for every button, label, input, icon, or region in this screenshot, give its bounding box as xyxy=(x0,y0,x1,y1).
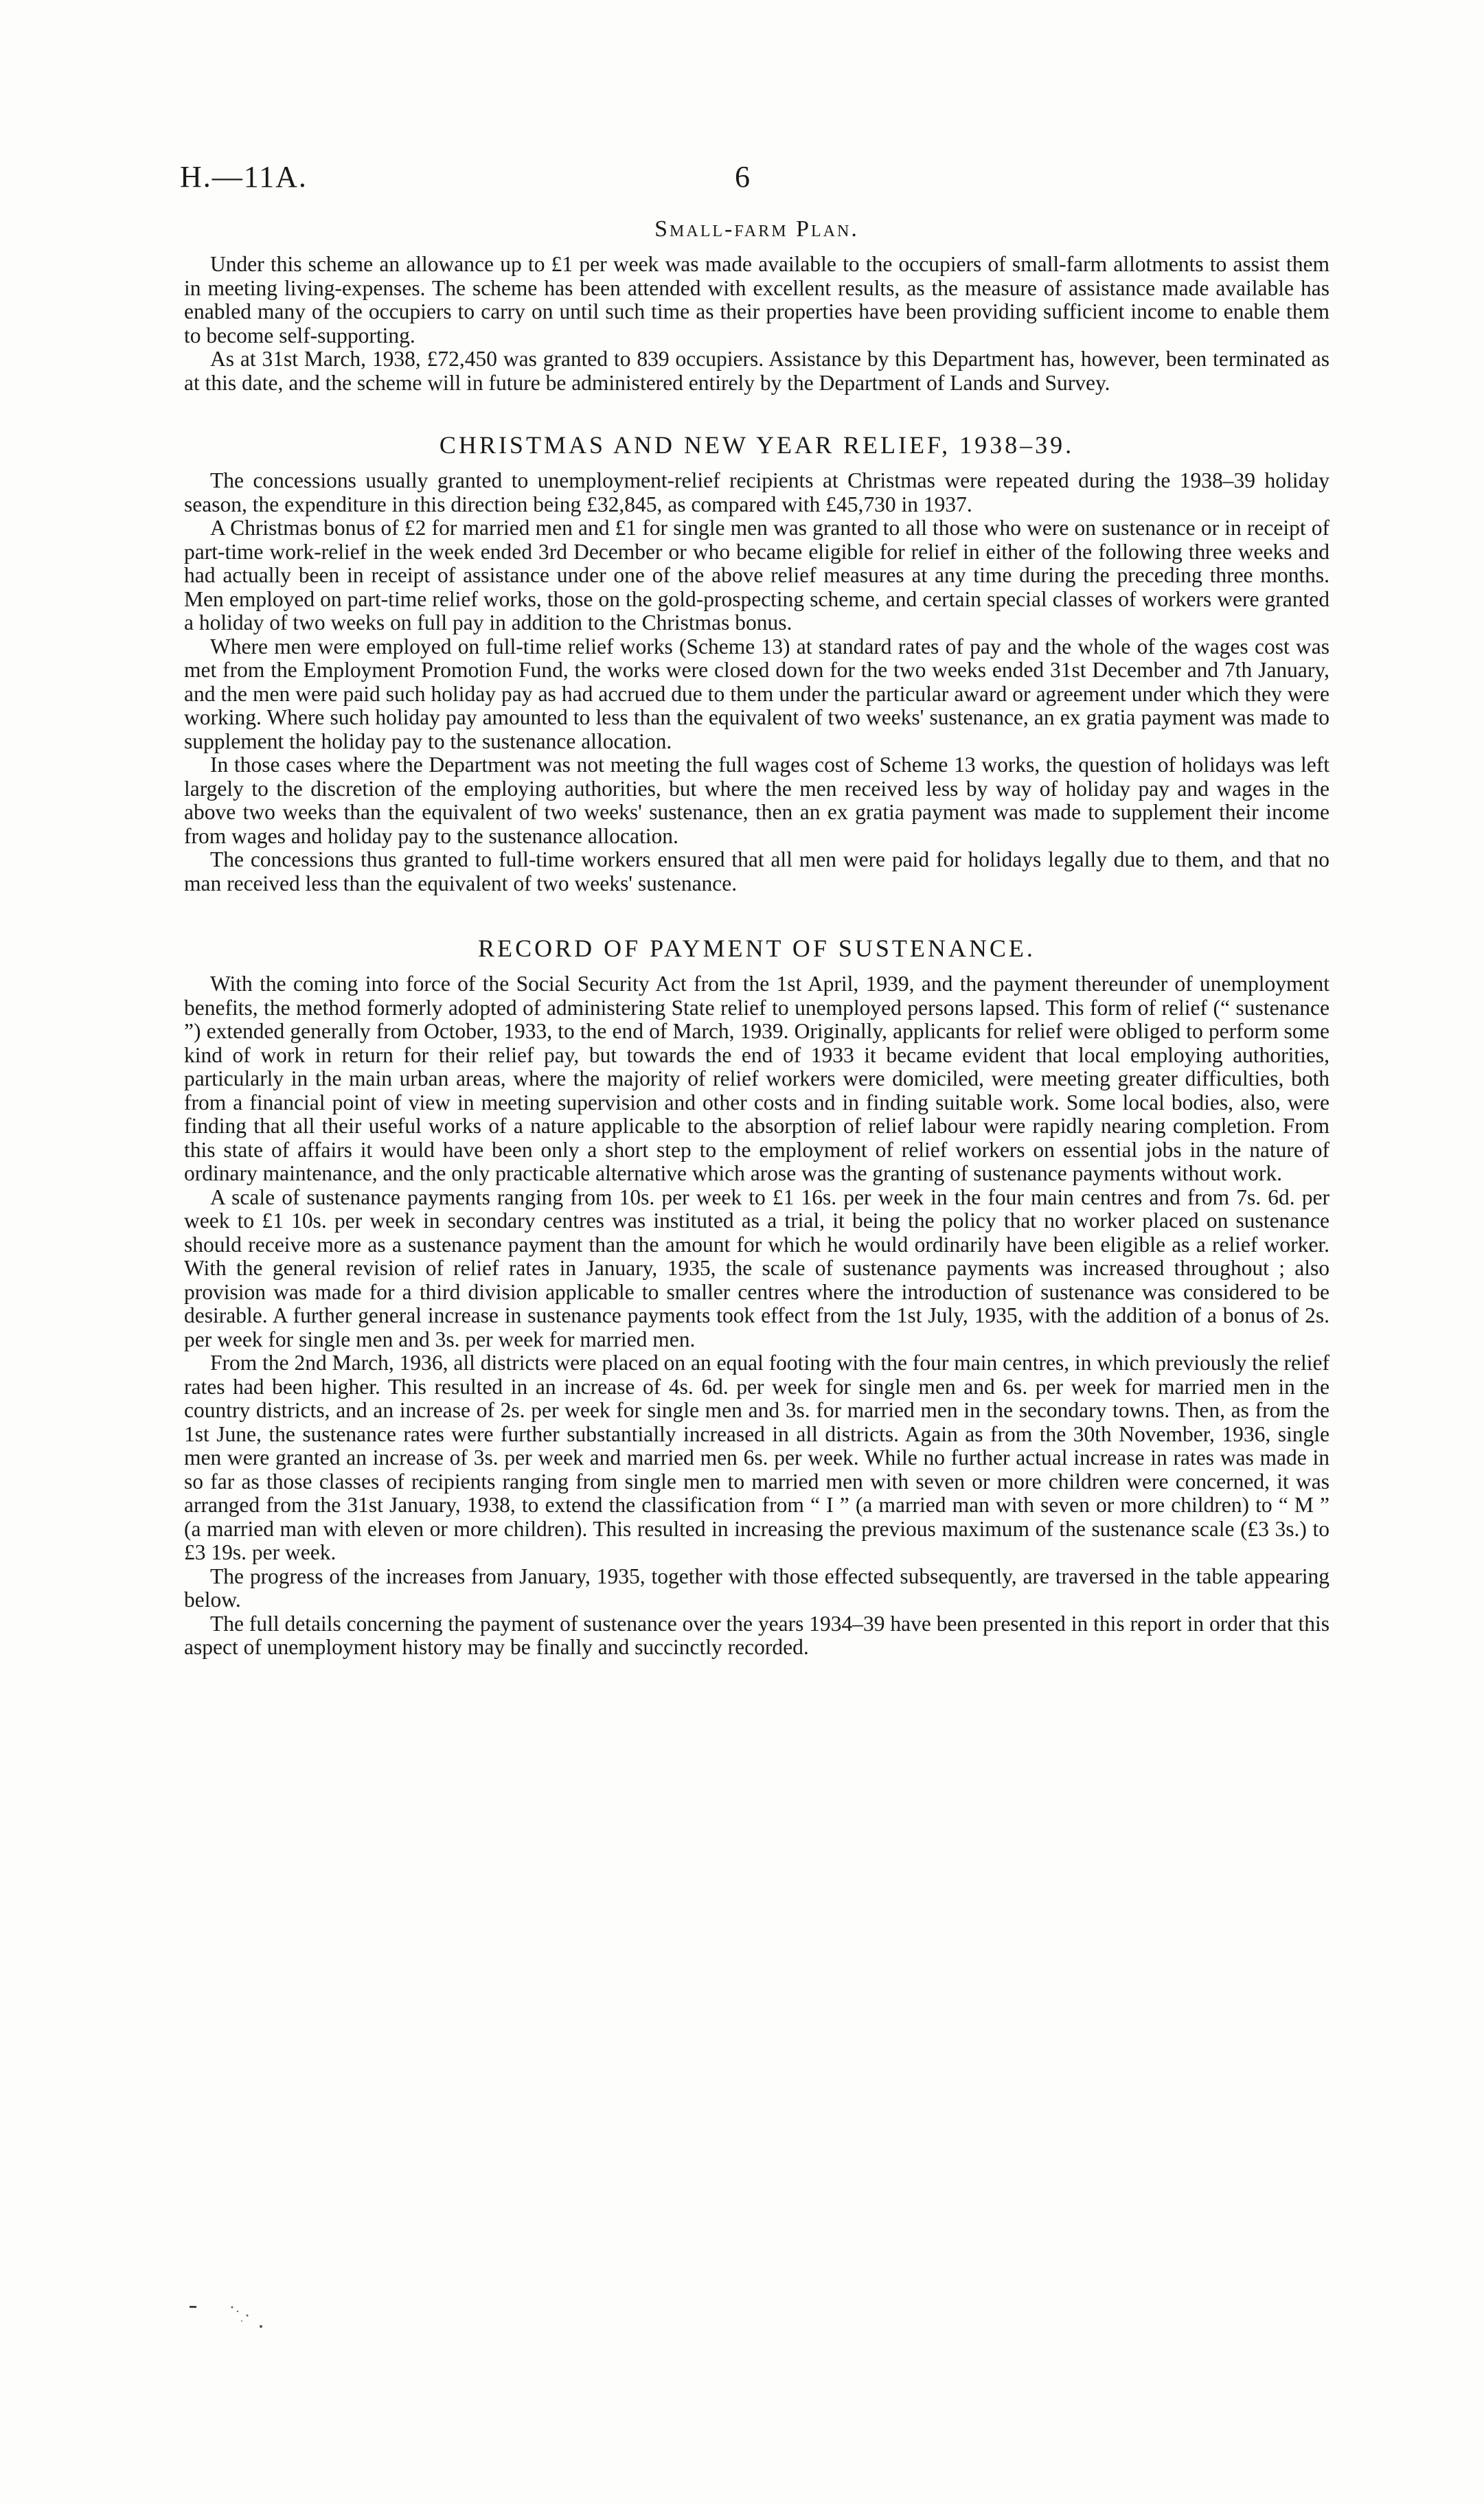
paragraph: From the 2nd March, 1936, all districts were placed on an equal footing with the four main centres, in which previously the relief rates had been higher. This resulted in an increase of 4s. 6d. per week for single men and 6s. per week for married men in the country districts, and an increase of 2s. per week for single men and 3s. for married men in the secondary towns. Then, as from the 1st June, the sustenance rates were further substantially increased in all districts. Again as from the 30th November, 1936, single men were granted an increase of 3s. per week and married men 6s. per week. While no further actual increase in rates was made in so far as those classes of recipients ranging from single men to married men with seven or more children were concerned, it was arranged from the 31st January, 1938, to extend the classification from “ I ” (a married man with seven or more children) to “ M ” (a married man with eleven or more children). This resulted in increasing the previous maximum of the sustenance scale (£3 3s.) to £3 19s. per week. xyxy=(184,1351,1329,1564)
running-header xyxy=(180,159,1340,201)
paragraph: As at 31st March, 1938, £72,450 was granted to 839 occupiers. Assistance by this Department has, however, been terminated as at this date, and the scheme will in future be administered entirely by the Department of Lands and Survey. xyxy=(184,347,1329,395)
paragraph: Where men were employed on full-time relief works (Scheme 13) at standard rates of pay and the whole of the wages cost was met from the Employment Promotion Fund, the works were closed down for the two weeks ended 31st December and 7th January, and the men were paid such holiday pay as had accrued due to them under the particular award or agreement under which they were working. Where such holiday pay amounted to less than the equivalent of two weeks' sustenance, an ex gratia payment was made to supplement the holiday pay to the sustenance allocation. xyxy=(184,634,1329,753)
paragraph: A scale of sustenance payments ranging from 10s. per week to £1 16s. per week in the four main centres and from 7s. 6d. per week to £1 10s. per week in secondary centres was instituted as a trial, it being the policy that no worker placed on sustenance should receive more as a sustenance payment than the amount for which he would ordinarily have been eligible as a relief worker. With the general revision of relief rates in January, 1935, the scale of sustenance payments was increased throughout ; also provision was made for a third division applicable to smaller centres where the introduction of sustenance was considered to be desirable. A further general increase in sustenance payments took effect from the 1st July, 1935, with the addition of a bonus of 2s. per week for single men and 3s. per week for married men. xyxy=(184,1185,1329,1351)
document-code: H.—11A. xyxy=(180,160,308,194)
document-body xyxy=(184,214,1329,1660)
section-title-small-farm-plan: Small-farm Plan. xyxy=(654,216,859,242)
paragraph: The progress of the increases from January, 1935, together with those effected subsequently, are traversed in the table appearing below. xyxy=(184,1564,1329,1612)
scan-speckle-marks xyxy=(184,2285,321,2340)
page-number: 6 xyxy=(735,160,751,194)
paragraph: In those cases where the Department was not meeting the full wages cost of Scheme 13 works, the question of holidays was left largely to the discretion of the employing authorities, but where the men received less by way of holiday pay and wages in the above two weeks than the equivalent of two weeks' sustenance, then an ex gratia payment was made to supplement their income from wages and holiday pay to the sustenance allocation. xyxy=(184,753,1329,848)
paragraph: The concessions thus granted to full-time workers ensured that all men were paid for holidays legally due to them, and that no man received less than the equivalent of two weeks' sustenance. xyxy=(184,847,1329,895)
paragraph: With the coming into force of the Social Security Act from the 1st April, 1939, and the payment thereunder of unemployment benefits, the method formerly adopted of administering State relief to unemployed persons lapsed. This form of relief (“ sustenance ”) extended generally from October, 1933, to the end of March, 1939. Originally, applicants for relief were obliged to perform some kind of work in return for their relief pay, but towards the end of 1933 it became evident that local employing authorities, particularly in the main urban areas, where the majority of relief workers were domiciled, were meeting greater difficulties, both from a financial point of view in meeting supervision and other costs and in finding suitable work. Some local bodies, also, were finding that all their useful works of a nature applicable to the absorption of relief labour were rapidly nearing completion. From this state of affairs it would have been only a short step to the employment of relief workers on essential jobs in the nature of ordinary maintenance, and the only practicable alternative which arose was the granting of sustenance payments without work. xyxy=(184,972,1329,1185)
paragraph: The concessions usually granted to unemployment-relief recipients at Christmas were repeated during the 1938–39 holiday season, the expenditure in this direction being £32,845, as compared with £45,730 in 1937. xyxy=(184,468,1329,516)
section-title-record-of-sustenance: RECORD OF PAYMENT OF SUSTENANCE. xyxy=(478,935,1036,962)
section-title-christmas-relief: CHRISTMAS AND NEW YEAR RELIEF, 1938–39. xyxy=(439,431,1075,459)
paragraph: A Christmas bonus of £2 for married men and £1 for single men was granted to all those who were on sustenance or in receipt of part-time work-relief in the week ended 3rd December or who became eligible for relief in either of the following three weeks and had actually been in receipt of assistance under one of the above relief measures at any time during the preceding three months. Men employed on part-time relief works, those on the gold-prospecting scheme, and certain special classes of workers were granted a holiday of two weeks on full pay in addition to the Christmas bonus. xyxy=(184,516,1329,634)
speckle-graphic xyxy=(184,2285,321,2340)
paragraph: The full details concerning the payment of sustenance over the years 1934–39 have been presented in this report in order that this aspect of unemployment history may be finally and succinctly recorded. xyxy=(184,1611,1329,1659)
paragraph: Under this scheme an allowance up to £1 per week was made available to the occupiers of small-farm allotments to assist them in meeting living-expenses. The scheme has been attended with excellent results, as the measure of assistance made available has enabled many of the occupiers to carry on until such time as their properties have been providing sufficient income to enable them to become self-supporting. xyxy=(184,252,1329,347)
